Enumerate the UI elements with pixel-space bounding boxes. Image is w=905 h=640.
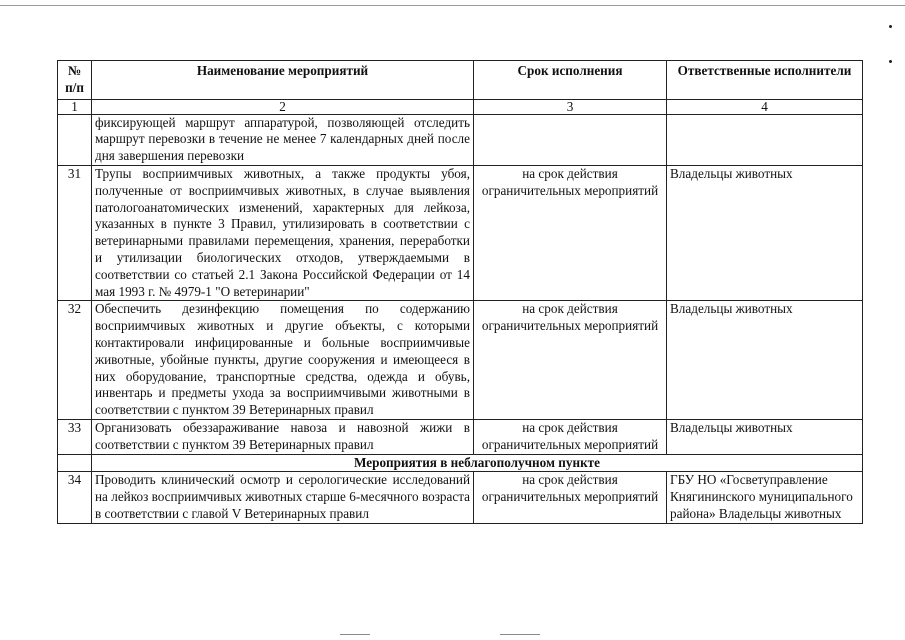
measure-text: Обеспечить дезинфекцию помещения по содержанию восприимчивых животных и другие объекты, с которыми контактировали инфицированные и больные восприимчивые животные, убойные пункты, другие сооружения и имеющееся в них оборудование, транспортные средства, одежда и обувь, инвентарь и предметы ухода за восприимчивыми животными в соответствии с пунктом 39 Ветеринарных правил <box>92 301 474 420</box>
column-index: 4 <box>667 99 863 114</box>
table-row <box>58 301 863 420</box>
row-number: 31 <box>58 165 92 300</box>
column-index-row <box>58 99 863 114</box>
measure-text: Трупы восприимчивых животных, а также продукты убоя, полученные от восприимчивых животных, в случае выявления патологоанатомических изменений, характерных для лейкоза, указанных в пункте 3 Правил, утилизировать в соответствии с ветеринарными правилами перемещения, хранения, переработки и утилизации биологических отходов, утверждаемыми в соответствии со статьей 2.1 Закона Российской Федерации от 14 мая 1993 г. № 4979-1 "О ветеринарии" <box>92 165 474 300</box>
header-num: № п/п <box>58 61 92 100</box>
responsible-text: Владельцы животных <box>667 301 863 420</box>
section-title: Мероприятия в неблагополучном пункте <box>92 454 863 472</box>
measures-table <box>57 60 863 524</box>
responsible-text: Владельцы животных <box>667 419 863 454</box>
term-text: на срок действия ограничительных мероприятий <box>474 301 667 420</box>
table-row <box>58 419 863 454</box>
section-row <box>58 454 863 472</box>
row-number: 32 <box>58 301 92 420</box>
scan-edge-line <box>340 634 370 635</box>
term-text: на срок действия ограничительных мероприятий <box>474 419 667 454</box>
column-index: 1 <box>58 99 92 114</box>
scan-speck <box>889 60 892 63</box>
scan-edge-line <box>0 5 905 6</box>
header-term: Срок исполнения <box>474 61 667 100</box>
table-row <box>58 114 863 165</box>
term-text <box>474 114 667 165</box>
measure-text: Проводить клинический осмотр и серологические исследований на лейкоз восприимчивых животных старше 6-месячного возраста в соответствии с главой V Ветеринарных правил <box>92 472 474 523</box>
scan-edge-line <box>500 634 540 635</box>
responsible-text <box>667 114 863 165</box>
term-text: на срок действия ограничительных мероприятий <box>474 472 667 523</box>
row-number <box>58 114 92 165</box>
column-index: 2 <box>92 99 474 114</box>
measure-text: Организовать обеззараживание навоза и навозной жижи в соответствии с пунктом 39 Ветеринарных правил <box>92 419 474 454</box>
table-header-row <box>58 61 863 100</box>
row-number: 34 <box>58 472 92 523</box>
column-index: 3 <box>474 99 667 114</box>
responsible-text: ГБУ НО «Госветуправление Княгининского муниципального района» Владельцы животных <box>667 472 863 523</box>
header-responsible: Ответственные исполнители <box>667 61 863 100</box>
section-spacer <box>58 454 92 472</box>
row-number: 33 <box>58 419 92 454</box>
table-row <box>58 472 863 523</box>
header-name: Наименование мероприятий <box>92 61 474 100</box>
table-row <box>58 165 863 300</box>
scan-speck <box>889 25 892 28</box>
measure-text: фиксирующей маршрут аппаратурой, позволяющей отследить маршрут перевозки в течение не менее 7 календарных дней после дня завершения перевозки <box>92 114 474 165</box>
term-text: на срок действия ограничительных мероприятий <box>474 165 667 300</box>
responsible-text: Владельцы животных <box>667 165 863 300</box>
